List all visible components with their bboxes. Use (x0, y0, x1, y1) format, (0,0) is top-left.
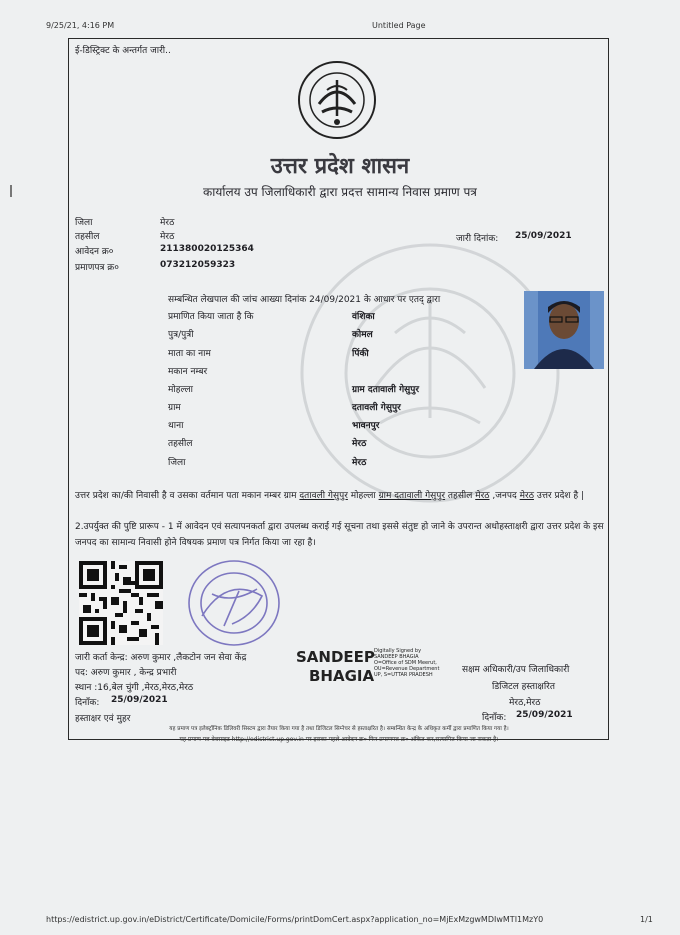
police-station-label: थाना (168, 421, 184, 431)
issuer-date-label: दिनाँक: (75, 698, 100, 708)
confirmation-paragraph: 2.उपर्युक्त की पुष्टि प्रारूप - 1 में आवेदन एवं सत्यापनकर्ता द्वारा उपलब्ध कराई गई सूचना तथा इससे संतुष्ट हो जाने के उपरान्त अधोहस्ताक्षरी द्वारा उत्तर प्रदेश के इस जनपद का सामान्य निवासी होने विषयक प्रमाण पत्र निर्गत किया जा रहा है। (75, 522, 604, 548)
verification-line: सम्बन्धित लेखपाल की जांच आख्या दिनांक 24/09/2021 के आधार पर एतद् द्वारा (168, 295, 441, 305)
holder-name: वंशिका (352, 312, 375, 322)
house-no-label: मकान नम्बर (168, 367, 208, 377)
issuer-center: जारी कर्ता केन्द्र: अरुण कुमार ,लैकटोन जन सेवा केंद्र (75, 653, 247, 663)
residence-text-5: उत्तर प्रदेश है | (533, 491, 585, 501)
residence-locality: ग्राम दतावाली गेसुपुर (378, 491, 446, 501)
dsig-line-3: O=Office of SDM Meerut, (374, 660, 437, 666)
residence-village: दतावली गेसुपुर (299, 491, 348, 501)
dsig-line-2: SANDEEP BHAGIA (374, 654, 419, 660)
detail-tehsil-value: मेरठ (352, 439, 367, 449)
print-datetime: 9/25/21, 4:16 PM (46, 21, 115, 30)
print-page-count: 1/1 (640, 915, 653, 924)
authority-place: मेरठ,मेरठ (509, 698, 541, 708)
dsig-line-1: Digitally Signed by (374, 648, 422, 654)
emblem-watermark-icon (285, 238, 575, 508)
application-no-value: 211380020125364 (160, 244, 254, 254)
application-no-label: आवेदन क्र० (75, 247, 114, 257)
detail-district-value: मेरठ (352, 458, 367, 468)
signature-seal-label: हस्ताक्षर एवं मुहर (75, 714, 131, 724)
authority-digital: डिजिटल हस्ताक्षरित (492, 682, 555, 692)
residence-paragraph (75, 488, 605, 504)
print-url: https://edistrict.up.gov.in/eDistrict/Certificate/Domicile/Forms/printDomCert.aspx?application_no=MjExMzgwMDIwMTI1MzY0 (46, 915, 544, 924)
issuer-post: पद: अरुण कुमार , केन्द्र प्रभारी (75, 668, 177, 678)
issuer-date-value: 25/09/2021 (111, 695, 168, 705)
certificate-title: उत्तर प्रदेश शासन (270, 153, 410, 179)
residence-district: मेरठ (519, 491, 534, 501)
detail-district-label: जिला (168, 458, 186, 468)
locality-value: ग्राम दतावाली गेसुपुर (352, 385, 420, 395)
residence-text-3: तहसील (445, 491, 476, 501)
issued-under-note: ई-डिस्ट्रिक्ट के अन्तर्गत जारी.. (75, 46, 171, 56)
applicant-photo (524, 291, 604, 369)
office-stamp-icon (184, 556, 284, 651)
certificate-no-label: प्रमाणपत्र क्र० (75, 263, 119, 273)
signer-first-name: SANDEEP (296, 648, 375, 666)
signer-last-name: BHAGIA (309, 667, 375, 685)
issue-date-label: जारी दिनांक: (456, 234, 499, 244)
district-value: मेरठ (160, 218, 175, 228)
residence-tehsil: मेरठ (475, 491, 490, 501)
certificate-no-value: 073212059323 (160, 260, 236, 270)
up-govt-emblem-icon (297, 60, 377, 140)
parent-label: पुत्र/पुत्री (168, 330, 194, 340)
dsig-line-4: OU=Revenue Department (374, 666, 440, 672)
authority-date-value: 25/09/2021 (516, 710, 573, 720)
police-station-value: भावनपुर (352, 421, 380, 431)
certificate-subtitle: कार्यालय उप जिलाधिकारी द्वारा प्रदत्त सामान्य निवास प्रमाण पत्र (203, 185, 477, 199)
footer-note-1: यह प्रमाण पत्र इलेक्ट्रॉनिक डिलिवरी सिस्टम द्वारा तैयार किया गया है तथा डिजिटल सिग्नेचर से हस्ताक्षरित है। सम्बन्धित केन्द्र के अधिकृत कर्मी द्वारा प्रमाणित किया गया है। (169, 726, 509, 732)
authority-title: सक्षम अधिकारी/उप जिलाधिकारी (462, 665, 570, 675)
detail-tehsil-label: तहसील (168, 439, 193, 449)
residence-text-1: उत्तर प्रदेश का/की निवासी है व उसका वर्तमान पता मकान नम्बर ग्राम (75, 491, 300, 501)
issuer-place: स्थान :16,बेल चुंगी ,मेरठ,मेरठ,मेरठ (75, 683, 194, 693)
parent-name: कोमल (352, 330, 373, 340)
dsig-line-5: UP, S=UTTAR PRADESH (374, 672, 433, 678)
tehsil-value: मेरठ (160, 232, 175, 242)
footer-note-2: यह प्रमाण पत्र वेबसाइट http://edistrict.up.gov.in पर इसका पहले आवेदन क्र० फिर प्रमाणपत्र क्र० अंकित कर,सत्यापित किया जा सकता है। (179, 736, 499, 743)
person-photo-icon (524, 291, 604, 369)
issue-date-value: 25/09/2021 (515, 231, 572, 241)
certify-label: प्रमाणित किया जाता है कि (168, 312, 254, 322)
village-label: ग्राम (168, 403, 181, 413)
village-value: दतावली गेसुपुर (352, 403, 401, 413)
tehsil-label: तहसील (75, 232, 100, 242)
digital-signature-details (374, 648, 439, 678)
mother-name: पिंकी (352, 349, 369, 359)
district-label: जिला (75, 218, 93, 228)
authority-date-label: दिनाँक: (482, 713, 507, 723)
locality-label: मोहल्ला (168, 385, 193, 395)
residence-text-4: ,जनपद (489, 491, 520, 501)
qr-code (79, 561, 163, 645)
residence-text-2: मोहल्ला (347, 491, 379, 501)
mother-label: माता का नाम (168, 349, 211, 359)
print-page-title: Untitled Page (372, 21, 426, 30)
